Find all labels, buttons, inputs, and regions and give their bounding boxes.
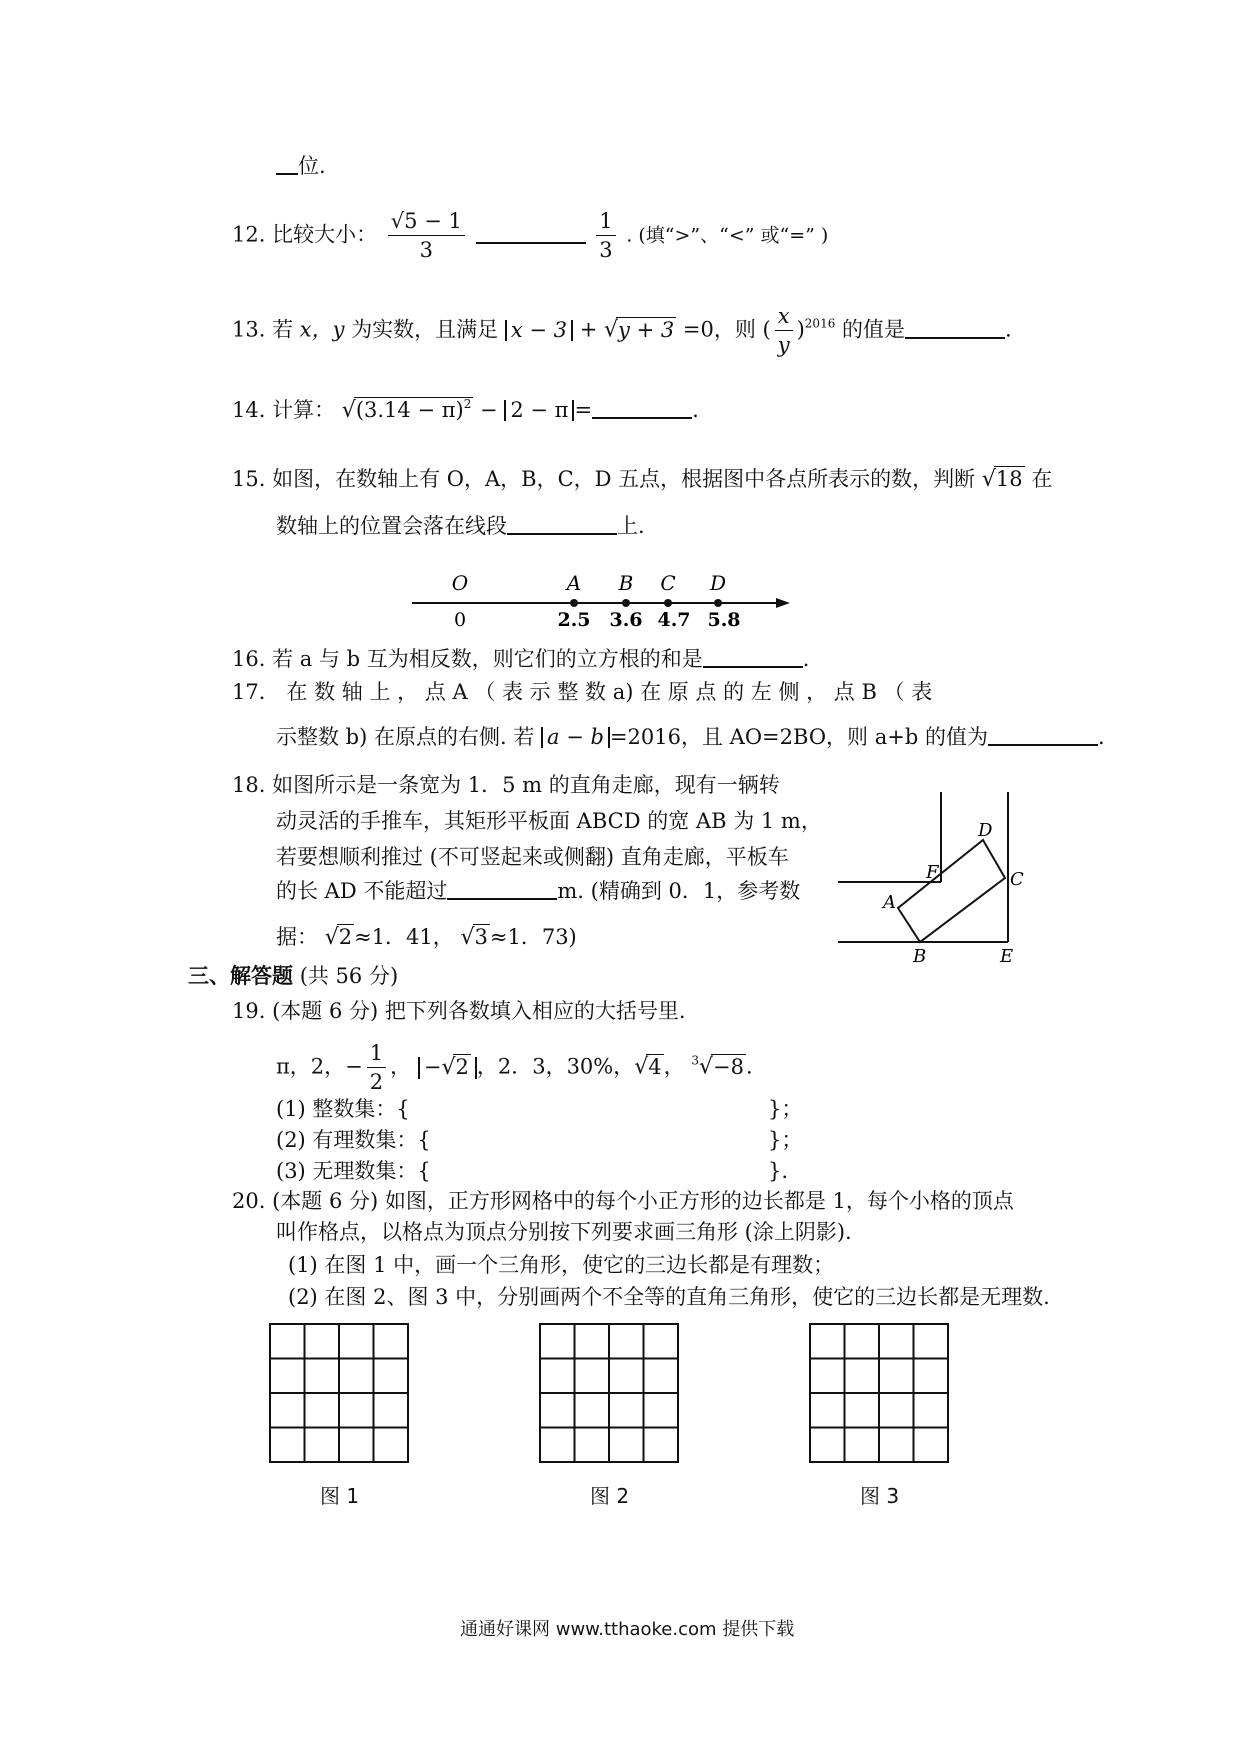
answer-blank — [905, 319, 1005, 339]
answer-blank — [476, 224, 586, 244]
point-C — [664, 599, 672, 607]
axis-arrow — [776, 598, 790, 608]
fraction: $\frac{x}{y}$ — [775, 305, 793, 357]
question-16: 16. 若 a 与 b 互为相反数，则它们的立方根的和是 . — [232, 647, 810, 671]
question-20-line4: (2) 在图 2、图 3 中，分别画两个不全等的直角三角形，使它的三边长都是无理数. — [288, 1285, 1050, 1309]
label-E: E — [1000, 946, 1014, 967]
answer-blank — [592, 399, 692, 419]
point-A — [570, 599, 578, 607]
set-irrationals-close: }. — [768, 1159, 789, 1183]
set-rationals: (2) 有理数集：{ — [276, 1128, 431, 1152]
value-2.5: 2.5 — [557, 609, 591, 628]
fraction: $\frac{√5 - 1}{3}$ — [388, 210, 465, 262]
footer: 通通好课网 www.tthaoke.com 提供下载 — [460, 1619, 795, 1640]
label-D: D — [978, 820, 993, 841]
answer-blank — [276, 155, 298, 175]
figure-1-label: 图 1 — [320, 1484, 360, 1508]
section-3-heading: 三、解答题 (共 56 分) — [188, 964, 399, 988]
figure-3-label: 图 3 — [860, 1484, 900, 1508]
label-A: A — [566, 571, 582, 595]
set-integers-close: }； — [768, 1097, 803, 1121]
value-4.7: 4.7 — [657, 609, 691, 628]
question-15-line2: 数轴上的位置会落在线段 上. — [276, 514, 645, 538]
question-15: 15. 如图，在数轴上有 O，A，B，C，D 五点，根据图中各点所表示的数，判断 √18 在 — [232, 467, 1053, 492]
question-20-line3: (1) 在图 1 中，画一个三角形，使它的三边长都是有理数； — [288, 1253, 835, 1277]
question-20-line2: 叫作格点，以格点为顶点分别按下列要求画三角形 (涂上阴影). — [276, 1220, 852, 1244]
question-13: 13. 若 x，y 为实数，且满足 x − 3 + √y + 3 =0，则 ( $\frac{x}{y}$ )$^{2016}$ 的值是 . — [232, 304, 1012, 358]
fraction: $\frac{1}{3}$ — [596, 210, 615, 262]
question-12: 12. 比较大小： $\frac{√5 - 1}{3}$ $\frac{1}{3}$ . (填“>”、“<” 或“=” ) — [232, 209, 829, 263]
label-C: C — [660, 571, 676, 595]
point-D — [714, 599, 722, 607]
answer-blank — [703, 648, 803, 668]
fraction: $\frac{1}{2}$ — [367, 1042, 386, 1094]
grid-figure-2[interactable] — [538, 1322, 680, 1464]
question-18-line5: 据： √2≈1．41， √3≈1．73) — [276, 925, 577, 950]
set-rationals-close: }； — [768, 1128, 803, 1152]
label-D: D — [709, 571, 727, 595]
question-18-line4: 的长 AD 不能超过 m. (精确到 0．1，参考数 — [276, 879, 801, 903]
number-line-diagram — [410, 568, 810, 628]
q11-tail: 位. — [276, 155, 326, 178]
rectangle-ABCD — [898, 840, 1005, 942]
question-19-numbers: π，2，− $\frac{1}{2}$ ， −√2 ，2．3，30%，√4， $^3$√−8. — [276, 1041, 753, 1095]
set-integers: (1) 整数集：{ — [276, 1097, 410, 1121]
label-B: B — [913, 946, 927, 967]
figure-2-label: 图 2 — [590, 1484, 630, 1508]
grid-figure-1[interactable] — [268, 1322, 410, 1464]
question-14: 14. 计算： $√(3.14 - \pi)^2 - 2 - \pi$ = . — [232, 397, 699, 423]
answer-blank — [447, 880, 557, 900]
label-O: O — [451, 571, 469, 595]
value-0: 0 — [453, 609, 467, 628]
grid-figure-3[interactable] — [808, 1322, 950, 1464]
question-19: 19. (本题 6 分) 把下列各数填入相应的大括号里. — [232, 999, 686, 1023]
label-C: C — [1010, 869, 1024, 890]
label-B: B — [618, 571, 634, 595]
point-B — [622, 599, 630, 607]
label-F: F — [926, 862, 939, 883]
corridor-diagram — [838, 790, 1048, 980]
question-18-line3: 若要想顺利推过 (不可竖起来或侧翻) 直角走廊，平板车 — [276, 845, 789, 869]
label-A: A — [883, 892, 896, 913]
question-20: 20. (本题 6 分) 如图，正方形网格中的每个小正方形的边长都是 1，每个小格的顶点 — [232, 1189, 1014, 1213]
question-17-line2: 示整数 b) 在原点的右侧. 若 a − b =2016，且 AO=2BO，则 a+b 的值为 . — [276, 725, 1105, 749]
question-18-line1: 18. 如图所示是一条宽为 1．5 m 的直角走廊，现有一辆转 — [232, 773, 780, 797]
answer-blank — [507, 515, 617, 535]
answer-blank — [988, 726, 1098, 746]
question-18-line2: 动灵活的手推车，其矩形平板面 ABCD 的宽 AB 为 1 m， — [276, 809, 822, 833]
set-irrationals: (3) 无理数集：{ — [276, 1159, 431, 1183]
value-3.6: 3.6 — [609, 609, 643, 628]
value-5.8: 5.8 — [707, 609, 741, 628]
question-17: 17． 在 数 轴 上 ， 点 A （ 表 示 整 数 a) 在 原 点 的 左 侧 ， 点 B （ 表 — [232, 680, 933, 704]
